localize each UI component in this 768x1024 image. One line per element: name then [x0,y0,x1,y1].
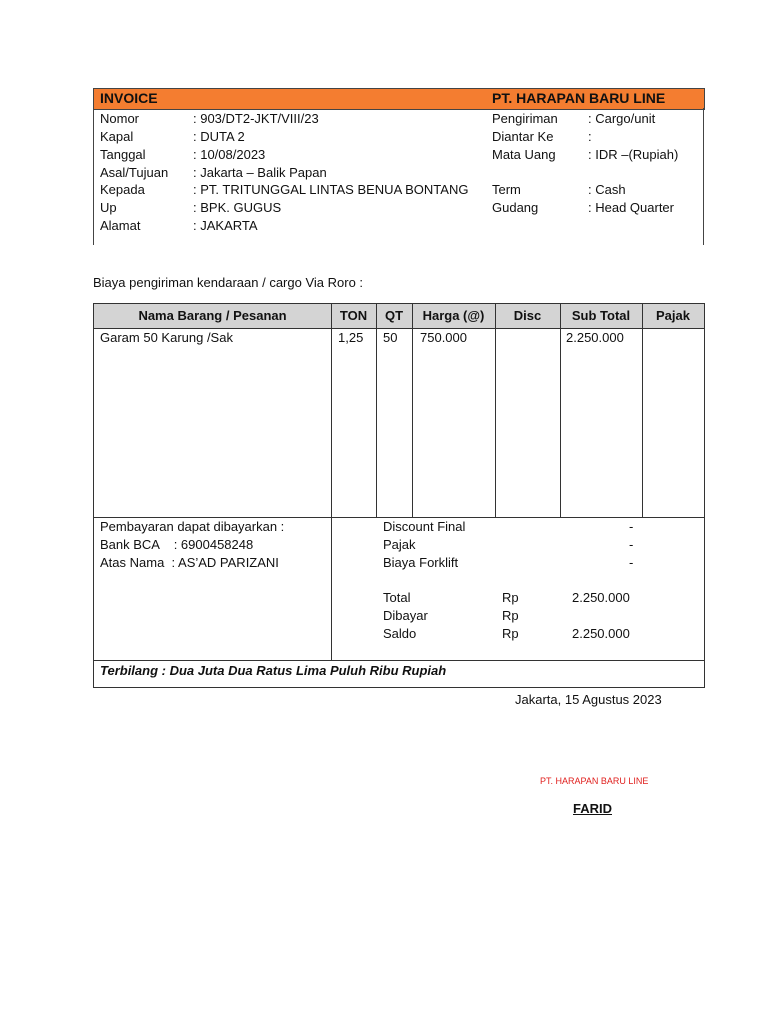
field-up-label: Up [100,200,117,215]
cell-nama: Garam 50 Karung /Sak [100,330,233,345]
discount-label: Discount Final [383,519,466,534]
col-divider [642,304,643,517]
cell-qt: 50 [383,330,398,345]
discount-value: - [629,519,634,534]
saldo-value: 2.250.000 [572,626,630,641]
field-gudang-label: Gudang [492,200,539,215]
col-divider [560,304,561,517]
col-header-disc: Disc [513,308,542,323]
header-border-left [93,108,94,245]
field-term-value: : Cash [588,182,626,197]
terbilang-text: Terbilang : Dua Juta Dua Ratus Lima Puluh Ribu Rupiah [100,663,447,678]
col-header-harga: Harga (@) [422,308,485,323]
signature-company: PT. HARAPAN BARU LINE [540,776,649,786]
field-asal-label: Asal/Tujuan [100,165,169,180]
payment-bank: Bank BCA : 6900458248 [100,537,254,552]
field-matauang-value: : IDR –(Rupiah) [588,147,679,162]
col-header-pajak: Pajak [656,308,690,323]
field-tanggal-value: : 10/08/2023 [193,147,266,162]
cell-subtotal: 2.250.000 [566,330,624,345]
col-divider [331,304,332,517]
field-kepada-label: Kepada [100,182,145,197]
total-label: Total [383,590,411,605]
field-pengiriman-label: Pengiriman [492,111,558,126]
col-divider [412,304,413,517]
field-alamat-label: Alamat [100,218,141,233]
field-diantar-label: Diantar Ke [492,129,554,144]
forklift-value: - [629,555,634,570]
col-header-subtotal: Sub Total [571,308,631,323]
field-nomor-label: Nomor [100,111,140,126]
col-header-ton: TON [339,308,368,323]
invoice-header-bar [93,88,705,110]
field-nomor-value: : 903/DT2-JKT/VIII/23 [193,111,319,126]
field-matauang-label: Mata Uang [492,147,556,162]
field-alamat-value: : JAKARTA [193,218,258,233]
col-divider [376,304,377,517]
items-table [93,303,705,688]
cell-ton: 1,25 [338,330,364,345]
payment-atas-nama: Atas Nama : AS’AD PARIZANI [100,555,279,570]
intro-text: Biaya pengiriman kendaraan / cargo Via Roro : [93,275,364,290]
place-date: Jakarta, 15 Agustus 2023 [515,692,662,707]
field-pengiriman-value: : Cargo/unit [588,111,656,126]
company-name: PT. HARAPAN BARU LINE [492,90,666,106]
section-divider [94,517,704,518]
col-header-qt: QT [384,308,404,323]
field-kapal-value: : DUTA 2 [193,129,245,144]
payment-title: Pembayaran dapat dibayarkan : [100,519,285,534]
field-kapal-label: Kapal [100,129,134,144]
forklift-label: Biaya Forklift [383,555,459,570]
saldo-currency: Rp [502,626,519,641]
field-up-value: : BPK. GUGUS [193,200,282,215]
table-header-row [94,304,704,329]
summary-divider [331,517,332,660]
header-border-right [703,108,704,245]
saldo-label: Saldo [383,626,417,641]
total-currency: Rp [502,590,519,605]
dibayar-currency: Rp [502,608,519,623]
invoice-title: INVOICE [100,90,158,106]
col-header-nama: Nama Barang / Pesanan [138,308,287,323]
field-diantar-value: : [588,129,592,144]
signature-name: FARID [573,801,612,816]
field-tanggal-label: Tanggal [100,147,146,162]
dibayar-label: Dibayar [383,608,428,623]
field-asal-value: : Jakarta – Balik Papan [193,165,327,180]
pajak-value: - [629,537,634,552]
section-divider [94,660,704,661]
field-term-label: Term [492,182,521,197]
pajak-label: Pajak [383,537,416,552]
field-kepada-value: : PT. TRITUNGGAL LINTAS BENUA BONTANG [193,182,469,197]
field-gudang-value: : Head Quarter [588,200,674,215]
total-value: 2.250.000 [572,590,630,605]
col-divider [495,304,496,517]
cell-harga: 750.000 [420,330,467,345]
